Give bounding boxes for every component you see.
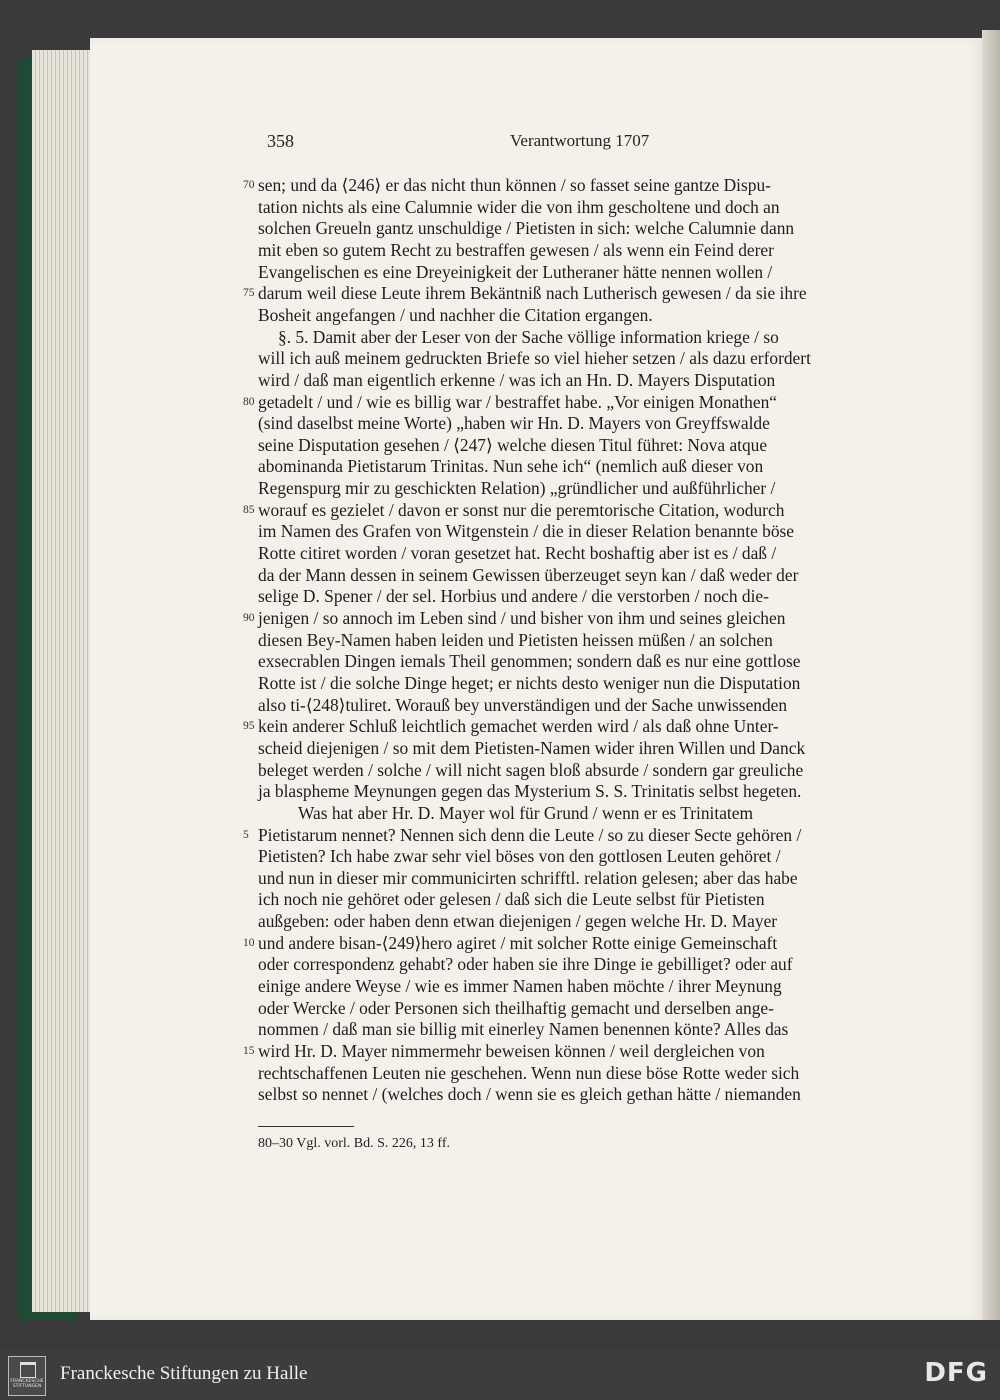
dfg-logo[interactable]: DFG <box>924 1358 988 1388</box>
logo-caption: FRANCKESCHE STIFTUNGEN <box>10 1379 44 1389</box>
footnote: 80–30 Vgl. vorl. Bd. S. 226, 13 ff. <box>258 1136 450 1151</box>
text-line: da der Mann dessen in seinem Gewissen überzeuget seyn kan / daß weder der <box>258 564 799 585</box>
line-number: 70 <box>243 179 255 191</box>
text-line: mit eben so gutem Recht zu bestraffen gewesen / als wenn ein Feind derer <box>258 239 774 260</box>
page-number: 358 <box>267 131 294 151</box>
line-number: 15 <box>243 1045 255 1057</box>
text-line: abominanda Pietistarum Trinitas. Nun sehe ich“ (nemlich auß dieser von <box>258 456 764 477</box>
text-line: §. 5. Damit aber der Leser von der Sache völlige information kriege / so <box>278 326 779 347</box>
line-number: 5 <box>243 828 249 841</box>
text-line: Bosheit angefangen / und nachher die Citation ergangen. <box>258 304 653 325</box>
text-line: Rotte citiret worden / voran gesetzet hat. Recht boshaftig aber ist es / daß / <box>258 543 777 564</box>
text-line: Pietisten? Ich habe zwar sehr viel böses von den gottlosen Leuten gehöret / <box>258 846 781 867</box>
line-number: 75 <box>243 287 255 300</box>
text-line: und nun in dieser mir communicirten schrifftl. relation gelesen; aber das habe <box>258 867 798 888</box>
text-line: und andere bisan-⟨249⟩hero agiret / mit solcher Rotte einige Gemeinschaft <box>258 932 778 953</box>
text-line: oder correspondenz gehabt? oder haben sie ihre Dinge ie gebilliget? oder auf <box>258 954 793 975</box>
text-line: exsecrablen Dingen iemals Theil genommen; sondern daß es nur eine gottlose <box>258 651 801 672</box>
page-gutter <box>982 30 1000 1320</box>
text-line: Evangelischen es eine Dreyeinigkeit der Lutheraner hätte nennen wollen / <box>258 261 773 282</box>
text-line: nommen / daß man sie billig mit einerley Namen benennen könte? Alles das <box>258 1019 789 1040</box>
text-line: worauf es gezielet / davon er sonst nur die peremtorische Citation, wodurch <box>258 499 785 520</box>
line-number: 90 <box>243 612 255 624</box>
text-line: Regenspurg mir zu geschickten Relation) „gründlicher und außführlicher / <box>258 478 776 499</box>
line-number: 95 <box>243 720 255 733</box>
text-line: sen; und da ⟨246⟩ er das nicht thun können / so fasset seine gantze Dispu- <box>258 175 771 195</box>
text-line: oder Wercke / oder Personen sich theilhaftig gemacht und derselben ange- <box>258 997 774 1018</box>
text-line: außgeben: oder haben denn etwan diejenigen / gegen welche Hr. D. Mayer <box>258 911 778 932</box>
footnote-rule <box>258 1126 354 1127</box>
running-head: Verantwortung 1707 <box>510 131 650 150</box>
text-line: ich noch nie gehöret oder gelesen / daß sich die Leute selbst für Pietisten <box>258 889 765 910</box>
text-line: seine Disputation gesehen / ⟨247⟩ welche diesen Titul führet: Nova atque <box>258 434 768 455</box>
text-line: jenigen / so annoch im Leben sind / und bisher von ihm und seines gleichen <box>258 608 786 628</box>
text-line: im Namen des Grafen von Witgenstein / die in dieser Relation benannte böse <box>258 521 795 542</box>
text-line: also ti-⟨248⟩tuliret. Worauß bey unverständigen und der Sache unwissenden <box>258 694 788 715</box>
text-line: scheid diejenigen / so mit dem Pietisten-Namen wider ihren Willen und Danck <box>258 737 806 758</box>
viewer-footer <box>0 1350 1000 1400</box>
text-line: wird / daß man eigentlich erkenne / was ich an Hn. D. Mayers Disputation <box>258 369 776 390</box>
text-line: rechtschaffenen Leuten nie geschehen. Wenn nun diese böse Rotte weder sich <box>258 1062 800 1083</box>
text-line: darum weil diese Leute ihrem Bekäntniß nach Lutherisch gewesen / da sie ihre <box>258 283 807 304</box>
institution-name[interactable]: Franckesche Stiftungen zu Halle <box>60 1363 308 1384</box>
text-line: Pietistarum nennet? Nennen sich denn die Leute / so zu dieser Secte gehören / <box>258 824 802 845</box>
text-line: solchen Greueln gantz unschuldige / Pietisten in sich: welche Calumnie dann <box>258 218 795 239</box>
line-number: 80 <box>243 395 255 408</box>
text-line: beleget werden / solche / will nicht sagen bloß absurde / sondern gar greuliche <box>258 759 804 780</box>
text-line: selbst so nennet / (welches doch / wenn sie es gleich gethan hätte / niemanden <box>258 1084 801 1105</box>
text-line: einige andere Weyse / wie es immer Namen haben möchte / ihrer Meynung <box>258 976 782 997</box>
line-number: 85 <box>243 503 255 516</box>
text-line: kein anderer Schluß leichtlich gemachet werden wird / als daß ohne Unter- <box>258 716 779 737</box>
building-icon <box>20 1362 36 1378</box>
text-line: ja blaspheme Meynungen gegen das Mysterium S. S. Trinitatis selbst hegeten. <box>258 781 802 802</box>
foundation-logo-icon[interactable] <box>8 1356 46 1396</box>
text-line: will ich auß meinem gedruckten Briefe so viel hieher setzen / als dazu erfordert <box>258 348 811 369</box>
text-line: getadelt / und / wie es billig war / bestraffet habe. „Vor einigen Monathen“ <box>258 391 777 412</box>
page-edges <box>32 50 92 1312</box>
line-number: 10 <box>243 936 255 949</box>
text-line: (sind daselbst meine Worte) „haben wir Hn. D. Mayers von Greyffswalde <box>258 413 770 434</box>
text-line: Was hat aber Hr. D. Mayer wol für Grund / wenn er es Trinitatem <box>298 802 753 823</box>
text-line: wird Hr. D. Mayer nimmermehr beweisen können / weil dergleichen von <box>258 1041 765 1061</box>
text-line: selige D. Spener / der sel. Horbius und andere / die verstorben / noch die- <box>258 586 769 607</box>
text-line: diesen Bey-Namen haben leiden und Pietisten heissen müßen / an solchen <box>258 629 773 650</box>
text-line: tation nichts als eine Calumnie wider die von ihm gescholtene und doch an <box>258 196 780 217</box>
text-line: Rotte ist / die solche Dinge heget; er nichts desto weniger nun die Disputation <box>258 672 801 693</box>
